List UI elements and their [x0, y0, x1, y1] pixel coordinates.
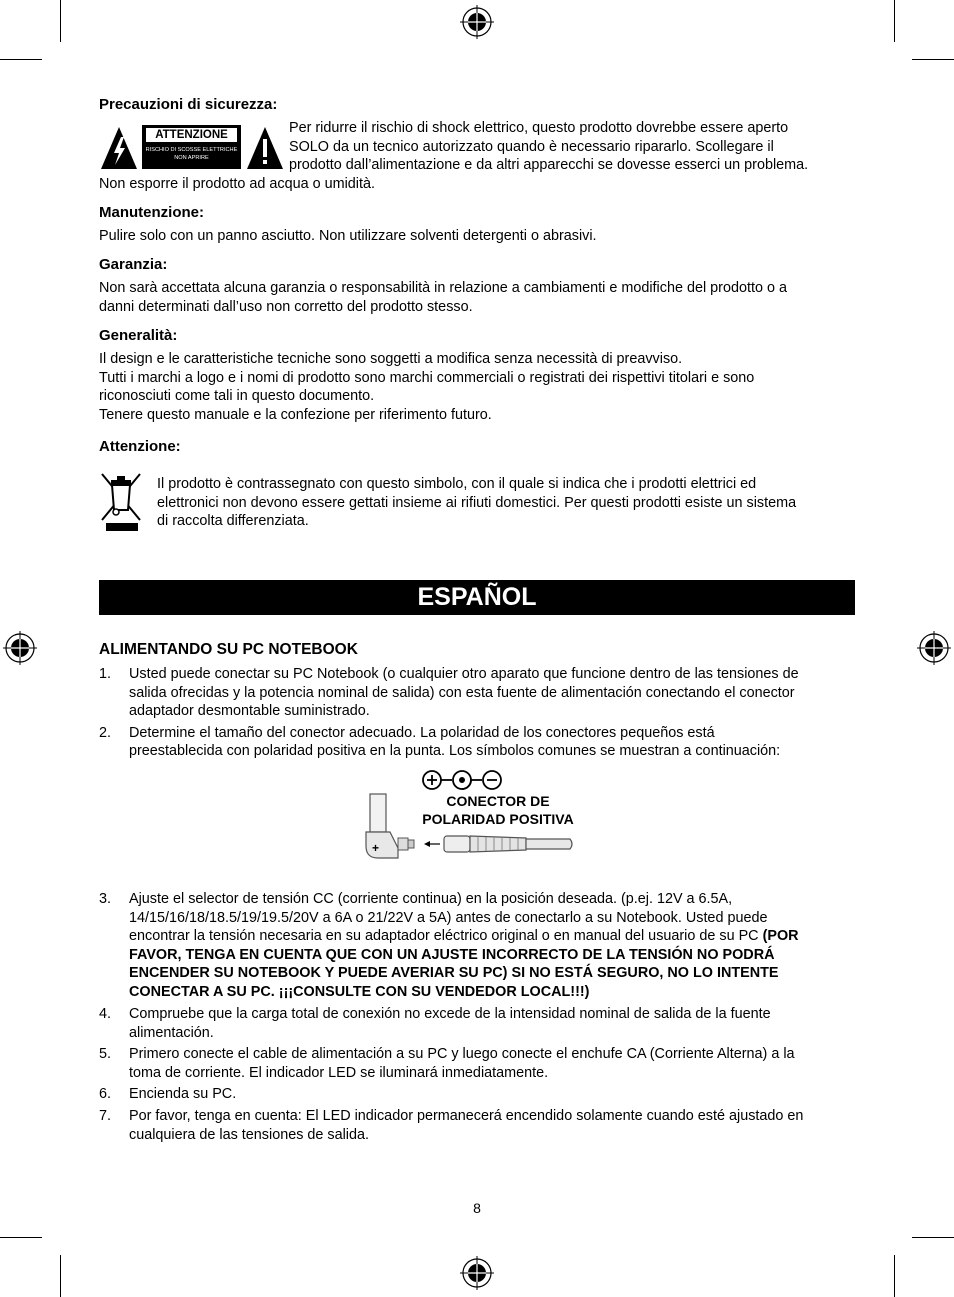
general-text-line: Il design e le caratteristiche tecniche sono soggetti a modifica senza necessità di preavviso.	[99, 351, 683, 367]
weee-text-line: elettronici non devono essere gettati insieme ai rifiuti domestici. Per questi prodotti esiste un sistema	[157, 494, 797, 511]
crop-mark	[894, 1255, 895, 1297]
weee-text-line: di raccolta differenziata.	[157, 513, 309, 530]
list-item-number: 2.	[99, 724, 112, 741]
list-item-line: Determine el tamaño del conector adecuado. La polaridad de los conectores pequeños está	[129, 724, 715, 741]
spanish-section-heading: ALIMENTANDO SU PC NOTEBOOK	[99, 641, 358, 658]
language-banner: ESPAÑOL	[99, 580, 855, 615]
list-item-line: cualquiera de las tensiones de salida.	[129, 1126, 370, 1143]
safety-text	[289, 119, 859, 175]
crop-mark	[0, 1237, 42, 1238]
warranty-text-line: danni determinati dall’uso non corretto del prodotto stesso.	[99, 298, 473, 315]
list-item-emphasis: FAVOR, TENGA EN CUENTA QUE CON UN AJUSTE INCORRECTO DE LA TENSIÓN NO PODRÁ	[129, 946, 775, 963]
list-item-line: toma de corriente. El indicador LED se iluminará inmediatamente.	[129, 1064, 549, 1081]
safety-heading: Precauzioni di sicurezza:	[99, 96, 278, 113]
general-text-line: Tenere questo manuale e la confezione per riferimento futuro.	[99, 406, 492, 423]
safety-text-line: Per ridurre il rischio di shock elettrico, questo prodotto dovrebbe essere aperto	[289, 120, 789, 136]
registration-mark-icon	[917, 631, 951, 665]
general-text	[99, 350, 859, 424]
list-item-emphasis: ENCENDER SU NOTEBOOK Y PUEDE AVERIAR SU PC) SI NO ESTÁ SEGURO, NO LO INTENTE	[129, 965, 779, 982]
weee-bin-icon	[100, 470, 142, 532]
instruction-list-part1	[99, 665, 859, 764]
list-item	[99, 890, 859, 1002]
list-item-line: Por favor, tenga en cuenta: El LED indicador permanecerá encendido solamente cuando esté ajustado en	[129, 1107, 804, 1124]
list-item-number: 4.	[99, 1006, 112, 1022]
list-item	[99, 1045, 859, 1082]
weee-text	[157, 475, 857, 531]
safety-text-line: prodotto dall’alimentazione e da altri apparecchi se dovesse esserci un problema.	[289, 157, 809, 174]
list-item-emphasis: CONECTAR A SU PC. ¡¡¡CONSULTE CON SU VENDEDOR LOCAL!!!)	[129, 983, 590, 1000]
warranty-text	[99, 279, 859, 316]
instruction-list-part2	[99, 1005, 859, 1147]
list-item-line: Ajuste el selector de tensión CC (corriente continua) en la posición deseada. (p.ej. 12V a 6.5A,	[129, 891, 733, 907]
polarity-symbol-icon	[420, 768, 504, 792]
crop-mark	[894, 0, 895, 42]
attention-subtext: NON APRIRE	[174, 155, 209, 161]
list-item-line: preestablecida con polaridad positiva en la punta. Los símbolos comunes se muestran a continuación:	[129, 743, 781, 760]
crop-mark	[912, 59, 954, 60]
crop-mark	[60, 1255, 61, 1297]
warranty-text-line: Non sarà accettata alcuna garanzia o responsabilità in relazione a cambiamenti e modifiche del prodotto o a	[99, 280, 787, 296]
crop-mark	[60, 0, 61, 42]
list-item	[99, 724, 859, 761]
connector-label-line: CONECTOR DE	[446, 793, 550, 809]
list-item-line: alimentación.	[129, 1024, 214, 1041]
list-item-emphasis: (POR	[762, 928, 799, 945]
list-item-number: 3.	[99, 891, 112, 907]
crop-mark	[912, 1237, 954, 1238]
crop-mark	[0, 59, 42, 60]
list-item-number: 7.	[99, 1107, 112, 1124]
svg-text:+: +	[372, 841, 380, 855]
list-item-line: Usted puede conectar su PC Notebook (o cualquier otro aparato que funcione dentro de las tensiones de	[129, 666, 799, 682]
registration-mark-icon	[3, 631, 37, 665]
list-item	[99, 1107, 859, 1144]
attention-heading: Attenzione:	[99, 438, 181, 455]
list-item-number: 1.	[99, 666, 112, 682]
list-item	[99, 665, 859, 721]
list-item-line: adaptador desmontable suministrado.	[129, 703, 370, 720]
list-item-text: encontrar la tensión necesaria en su adaptador eléctrico original o en manual del usuario de su PC	[129, 928, 763, 945]
attention-box	[142, 125, 241, 169]
connector-label-line: POLARIDAD POSITIVA	[422, 811, 574, 827]
attention-label: ATTENZIONE	[145, 127, 238, 143]
list-item-line	[129, 927, 859, 946]
list-item-line: Compruebe que la carga total de conexión no excede de la intensidad nominal de salida de la fuente	[129, 1006, 771, 1022]
list-item-number: 6.	[99, 1086, 112, 1103]
list-item-line: Encienda su PC.	[129, 1086, 237, 1103]
list-item-line: Primero conecte el cable de alimentación a su PC y luego conecte el enchufe CA (Corriente Alterna) a la	[129, 1046, 795, 1063]
list-item	[99, 1005, 859, 1042]
exclamation-warning-icon	[245, 125, 285, 171]
registration-mark-icon	[460, 5, 494, 39]
general-text-line: riconosciuti come tali in questo documento.	[99, 388, 375, 405]
weee-text-line: Il prodotto è contrassegnato con questo simbolo, con il quale si indica che i prodotti elettrici ed	[157, 476, 757, 492]
list-item-line: salida ofrecidas y la potencia nominal de salida) con esta fuente de alimentación conectando el conector	[129, 684, 795, 701]
list-item	[99, 1085, 859, 1104]
safety-text-line: SOLO da un tecnico autorizzato quando è necessario ripararlo. Scollegare il	[289, 138, 774, 155]
general-heading: Generalità:	[99, 327, 178, 344]
warranty-heading: Garanzia:	[99, 256, 168, 273]
list-item-line: 14/15/16/18/18.5/19/19.5/20V a 6A o 21/22V a 5A) antes de conectarlo a su Notebook. Usted puede	[129, 909, 768, 926]
attention-subtext: RISCHIO DI SCOSSE ELETTRICHE	[145, 147, 238, 153]
list-item-number: 5.	[99, 1046, 112, 1063]
connector-polarity-diagram	[358, 766, 576, 864]
safety-text-last: Non esporre il prodotto ad acqua o umidità.	[99, 176, 375, 192]
electric-shock-warning-icon	[99, 125, 139, 171]
maintenance-text: Pulire solo con un panno asciutto. Non utilizzare solventi detergenti o abrasivi.	[99, 228, 597, 244]
dc-plug-icon	[358, 792, 576, 864]
registration-mark-icon	[460, 1256, 494, 1290]
general-text-line: Tutti i marchi a logo e i nomi di prodotto sono marchi commerciali o registrati dei rispettivi titolari e sono	[99, 369, 755, 386]
shock-warning-label	[99, 125, 285, 171]
page-number: 8	[473, 1200, 481, 1216]
maintenance-heading: Manutenzione:	[99, 204, 204, 221]
